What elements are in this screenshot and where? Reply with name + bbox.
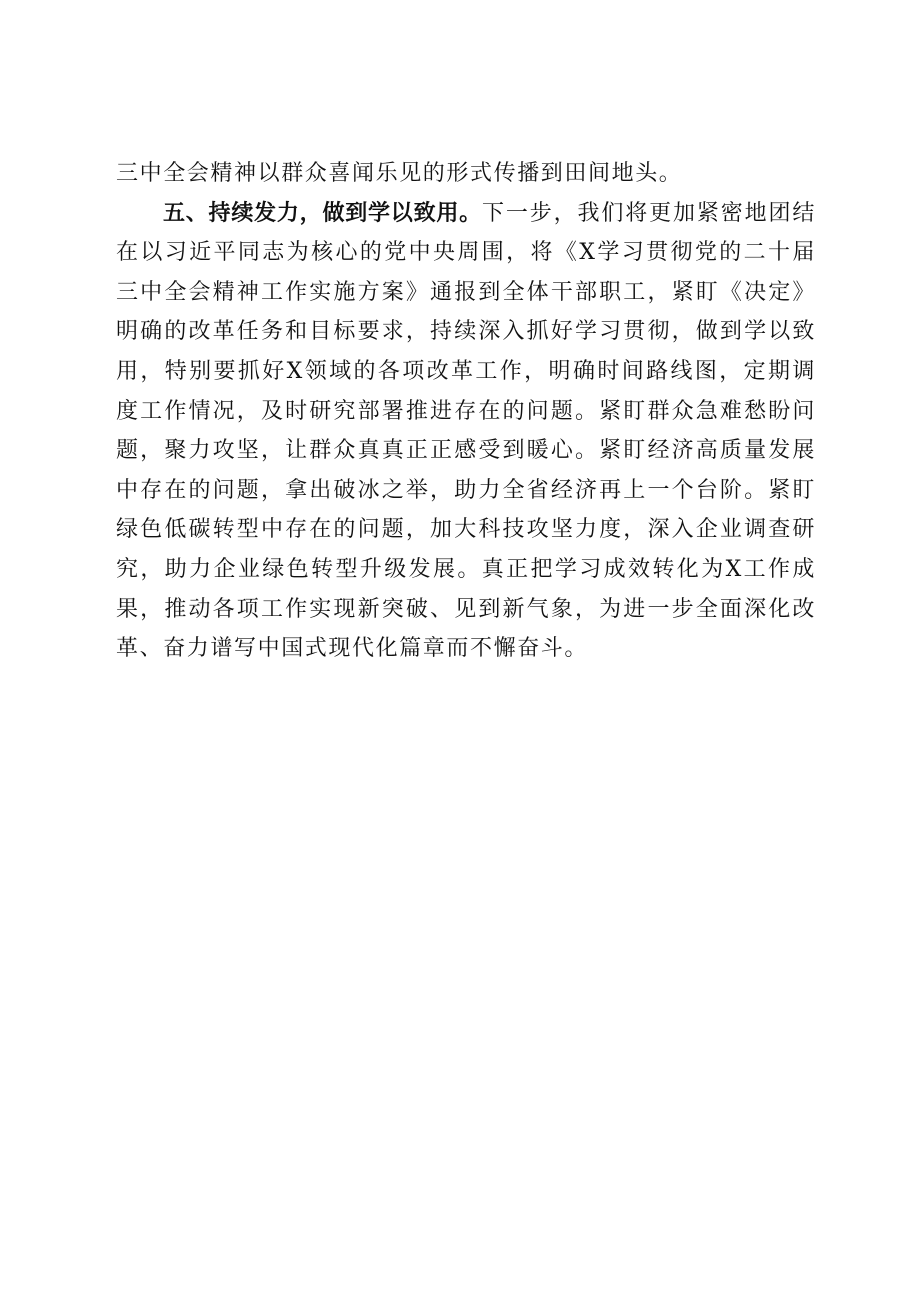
paragraph-text: 下一步，我们将更加紧密地团结在以习近平同志为核心的党中央周围，将《X学习贯彻党的二十届三中全会精神工作实施方案》通报到全体干部职工，紧盯《决定》明确的改革任务和目标要求，持续深入抓好学习贯彻，做到学以致用，特别要抓好X领域的各项改革工作，明确时间路线图，定期调度工作情况，及时研究部署推进存在的问题。紧盯群众急难愁盼问题，聚力攻坚，让群众真真正正感受到暖心。紧盯经济高质量发展中存在的问题，拿出破冰之举，助力全省经济再上一个台阶。紧盯绿色低碳转型中存在的问题，加大科技攻坚力度，深入企业调查研究，助力企业绿色转型升级发展。真正把学习成效转化为X工作成果，推动各项工作实现新突破、见到新气象，为进一步全面深化改革、奋力谱写中国式现代化篇章而不懈奋斗。 [116, 200, 816, 662]
section-heading: 五、持续发力，做到学以致用。 [163, 200, 482, 226]
paragraph-section-five [116, 194, 816, 669]
paragraph-text: 三中全会精神以群众喜闻乐见的形式传播到田间地头。 [116, 161, 683, 186]
paragraph-continuation [116, 154, 816, 194]
document-body [116, 154, 816, 669]
